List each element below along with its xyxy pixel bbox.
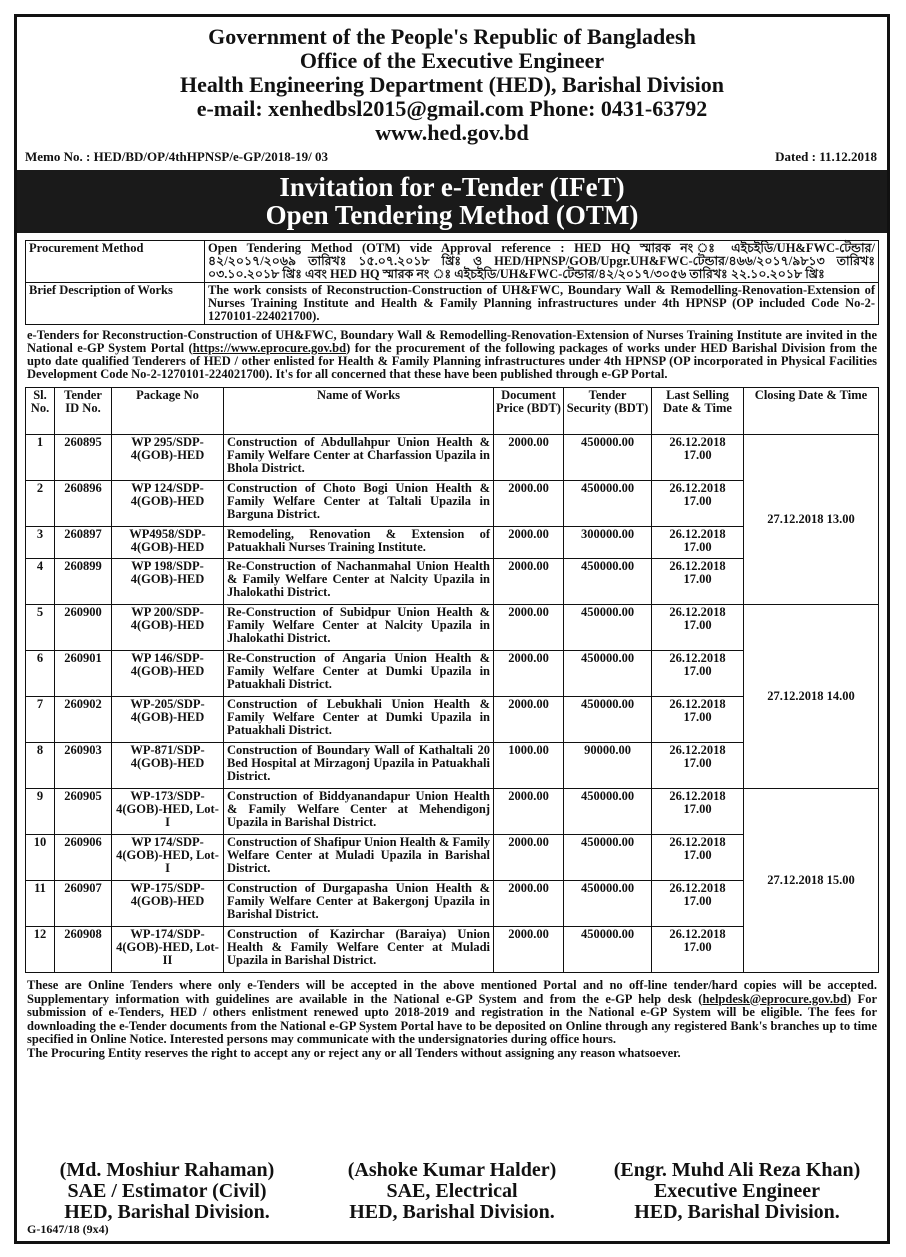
cell-id: 260897 — [55, 527, 112, 559]
website-line: www.hed.gov.bd — [375, 120, 529, 145]
reservation-clause: The Procuring Entity reserves the right to accept any or reject any or all Tenders without assigning any reason whatsoever. — [27, 1045, 681, 1060]
cell-sl: 9 — [26, 789, 55, 835]
signatory-name: (Md. Moshiur Rahaman) — [59, 1159, 275, 1181]
table-row — [26, 435, 879, 481]
cell-name: Re-Construction of Nachanmahal Union Health & Family Welfare Center at Nalcity Upazila in Jhalokathi District. — [224, 559, 494, 605]
cell-last: 26.12.2018 17.00 — [652, 881, 744, 927]
terms-text-1: These are Online Tenders where only e-Tenders will be accepted in the above mentioned Portal and no off-line tender/hard copies will be accepted. Supplementary information with guidelines are available in the National e-GP System and from the e-GP help desk ( — [27, 978, 877, 1006]
ad-code: G-1647/18 (9x4) — [27, 1222, 109, 1236]
cell-package: WP4958/SDP-4(GOB)-HED — [112, 527, 224, 559]
cell-sl: 8 — [26, 743, 55, 789]
cell-security: 450000.00 — [564, 435, 652, 481]
cell-last: 26.12.2018 17.00 — [652, 527, 744, 559]
signatory-title: SAE, Electrical — [386, 1180, 518, 1202]
cell-security: 450000.00 — [564, 697, 652, 743]
cell-security: 450000.00 — [564, 481, 652, 527]
cell-id: 260903 — [55, 743, 112, 789]
description-value: The work consists of Reconstruction-Construction of UH&FWC, Boundary Wall & Remodelling-Renovation-Extension of Nurses Training Institute and Health & Family Planning infrastructures under 4th HPNSP (OP included Code No-2-1270101-224021700). — [205, 283, 879, 325]
cell-last: 26.12.2018 17.00 — [652, 435, 744, 481]
signatory-office: HED, Barishal Division. — [634, 1201, 840, 1223]
cell-package: WP-205/SDP-4(GOB)-HED — [112, 697, 224, 743]
cell-package: WP 146/SDP-4(GOB)-HED — [112, 651, 224, 697]
signatory-1 — [27, 1160, 307, 1223]
cell-closing-group-2: 27.12.2018 14.00 — [744, 605, 879, 789]
eprocure-link[interactable]: https://www.eprocure.gov.bd — [192, 341, 347, 355]
signatory-office: HED, Barishal Division. — [64, 1201, 270, 1223]
cell-security: 450000.00 — [564, 605, 652, 651]
intro-paragraph — [27, 329, 877, 381]
banner-title: Invitation for e-Tender (IFeT) — [279, 172, 625, 202]
cell-price: 2000.00 — [494, 697, 564, 743]
col-closing: Closing Date & Time — [744, 388, 879, 435]
cell-price: 2000.00 — [494, 435, 564, 481]
cell-package: WP-173/SDP-4(GOB)-HED, Lot-I — [112, 789, 224, 835]
cell-price: 2000.00 — [494, 481, 564, 527]
helpdesk-email-link[interactable]: helpdesk@eprocure.gov.bd — [702, 991, 847, 1006]
signatory-title: SAE / Estimator (Civil) — [67, 1180, 267, 1202]
cell-id: 260902 — [55, 697, 112, 743]
cell-security: 450000.00 — [564, 835, 652, 881]
cell-security: 450000.00 — [564, 559, 652, 605]
cell-price: 1000.00 — [494, 743, 564, 789]
intro-text-1: e-Tenders for Reconstruction-Construction of UH&FWC, Boundary Wall & Remodelling-Renovation-Extension of Nurses Training Institute are invited in the National e-GP System Portal ( — [27, 328, 877, 355]
col-sl: Sl. No. — [26, 388, 55, 435]
signature-block — [17, 1160, 887, 1223]
cell-name: Construction of Lebukhali Union Health & Family Welfare Center at Dumki Upazila in Patuakhali District. — [224, 697, 494, 743]
cell-sl: 7 — [26, 697, 55, 743]
cell-sl: 10 — [26, 835, 55, 881]
cell-sl: 11 — [26, 881, 55, 927]
cell-closing-group-3: 27.12.2018 15.00 — [744, 789, 879, 973]
cell-id: 260907 — [55, 881, 112, 927]
table-row — [26, 789, 879, 835]
terms-text-2: ) For submission of e-Tenders, HED / others enlistment renewed upto 2018-2019 and registration in the National e-GP System will be eligible. The fees for downloading the e-Tender documents from the National e-GP System Portal have to be deposited on Online through any registered Bank's branches up to time specified in Online Notice. Interested persons may communicate with the undersignatories during office hours. — [27, 991, 877, 1046]
signatory-name: (Engr. Muhd Ali Reza Khan) — [613, 1159, 861, 1181]
signatory-office: HED, Barishal Division. — [349, 1201, 555, 1223]
cell-name: Construction of Shafipur Union Health & Family Welfare Center at Muladi Upazila in Barishal District. — [224, 835, 494, 881]
col-name: Name of Works — [224, 388, 494, 435]
cell-sl: 5 — [26, 605, 55, 651]
cell-price: 2000.00 — [494, 881, 564, 927]
cell-id: 260908 — [55, 927, 112, 973]
cell-last: 26.12.2018 17.00 — [652, 651, 744, 697]
tender-notice — [14, 14, 890, 1244]
cell-price: 2000.00 — [494, 559, 564, 605]
cell-price: 2000.00 — [494, 789, 564, 835]
cell-closing-group-1: 27.12.2018 13.00 — [744, 435, 879, 605]
cell-package: WP 295/SDP-4(GOB)-HED — [112, 435, 224, 481]
signatory-3 — [597, 1160, 877, 1223]
cell-package: WP 200/SDP-4(GOB)-HED — [112, 605, 224, 651]
cell-security: 450000.00 — [564, 789, 652, 835]
cell-last: 26.12.2018 17.00 — [652, 605, 744, 651]
cell-id: 260906 — [55, 835, 112, 881]
signatory-2 — [312, 1160, 592, 1223]
cell-security: 450000.00 — [564, 927, 652, 973]
cell-sl: 6 — [26, 651, 55, 697]
cell-id: 260901 — [55, 651, 112, 697]
intro-text-2: ) for the procurement of the following packages of works under HED Barishal Division from the upto date qualified Tenderers of HED / other enlisted for Health & Family Planning infrastructures under 4th HPNSP (OP incorporated in Physical Facilities Development Code No-2-1270101-224021700). It's for all concerned that these have been published through e-GP Portal. — [27, 341, 877, 381]
cell-package: WP-175/SDP-4(GOB)-HED — [112, 881, 224, 927]
cell-security: 90000.00 — [564, 743, 652, 789]
cell-package: WP 124/SDP-4(GOB)-HED — [112, 481, 224, 527]
col-doc-price: Document Price (BDT) — [494, 388, 564, 435]
terms-paragraph — [27, 979, 877, 1060]
cell-sl: 1 — [26, 435, 55, 481]
cell-name: Construction of Choto Bogi Union Health & Family Welfare Center at Taltali Upazila in Barguna District. — [224, 481, 494, 527]
cell-id: 260905 — [55, 789, 112, 835]
cell-name: Remodeling, Renovation & Extension of Patuakhali Nurses Training Institute. — [224, 527, 494, 559]
department-line: Health Engineering Department (HED), Barishal Division — [180, 72, 724, 97]
cell-price: 2000.00 — [494, 835, 564, 881]
letterhead — [17, 25, 887, 145]
cell-sl: 4 — [26, 559, 55, 605]
memo-number: Memo No. : HED/BD/OP/4thHPNSP/e-GP/2018-19/ 03 — [25, 149, 328, 164]
works-table — [25, 387, 879, 973]
cell-last: 26.12.2018 17.00 — [652, 743, 744, 789]
table-row — [26, 605, 879, 651]
memo-date: Dated : 11.12.2018 — [775, 149, 877, 164]
col-tender-id: Tender ID No. — [55, 388, 112, 435]
cell-name: Construction of Biddyanandapur Union Health & Family Welfare Center at Mehendigonj Upazila in Barishal District. — [224, 789, 494, 835]
memo-row — [17, 149, 887, 165]
cell-security: 300000.00 — [564, 527, 652, 559]
office-line: Office of the Executive Engineer — [299, 48, 605, 73]
cell-last: 26.12.2018 17.00 — [652, 559, 744, 605]
cell-name: Construction of Kazirchar (Baraiya) Union Health & Family Welfare Center at Muladi Upazila in Barishal District. — [224, 927, 494, 973]
cell-name: Construction of Boundary Wall of Kathaltali 20 Bed Hospital at Mirzagonj Upazila in Patuakhali District. — [224, 743, 494, 789]
procurement-method-value: Open Tendering Method (OTM) vide Approval reference : HED HQ স্মারক নং ঃ এইচইডি/UH&FWC-টেন্ডার/৪২/২০১৭/২০৬৯ তারিখঃ ১৫.০৭.২০১৮ খ্রিঃ ও HED/HPNSP/GOB/Upgr.UH&FWC-টেন্ডার/৪৬৬/২০১৭/৯৮১৩ তারিখঃ ০৩.১০.২০১৮ খ্রিঃ এবং HED HQ স্মারক নং ঃ এইচইডি/UH&FWC-টেন্ডার/৪২/২০১৭/৩০৫৬ তারিখঃ ২২.১০.২০১৮ খ্রিঃ — [205, 241, 879, 283]
cell-sl: 12 — [26, 927, 55, 973]
cell-id: 260895 — [55, 435, 112, 481]
govt-line: Government of the People's Republic of Bangladesh — [208, 24, 696, 49]
cell-price: 2000.00 — [494, 927, 564, 973]
cell-name: Construction of Durgapasha Union Health & Family Welfare Center at Bakergonj Upazila in Barishal District. — [224, 881, 494, 927]
procurement-table — [25, 240, 879, 325]
procurement-method-label: Procurement Method — [26, 241, 205, 283]
col-package: Package No — [112, 388, 224, 435]
cell-package: WP-174/SDP-4(GOB)-HED, Lot-II — [112, 927, 224, 973]
cell-package: WP 198/SDP-4(GOB)-HED — [112, 559, 224, 605]
cell-price: 2000.00 — [494, 651, 564, 697]
col-last-selling: Last Selling Date & Time — [652, 388, 744, 435]
description-label: Brief Description of Works — [26, 283, 205, 325]
title-banner — [17, 170, 887, 233]
contact-line: e-mail: xenhedbsl2015@gmail.com Phone: 0431-63792 — [196, 96, 708, 121]
banner-subtitle: Open Tendering Method (OTM) — [265, 200, 639, 230]
col-security: Tender Security (BDT) — [564, 388, 652, 435]
cell-price: 2000.00 — [494, 605, 564, 651]
cell-name: Re-Construction of Subidpur Union Health & Family Welfare Center at Nalcity Upazila in Jhalokathi District. — [224, 605, 494, 651]
cell-id: 260896 — [55, 481, 112, 527]
cell-price: 2000.00 — [494, 527, 564, 559]
cell-last: 26.12.2018 17.00 — [652, 789, 744, 835]
cell-last: 26.12.2018 17.00 — [652, 835, 744, 881]
cell-id: 260900 — [55, 605, 112, 651]
cell-name: Construction of Abdullahpur Union Health & Family Welfare Center at Charfassion Upazila in Bhola District. — [224, 435, 494, 481]
cell-id: 260899 — [55, 559, 112, 605]
signatory-title: Executive Engineer — [653, 1180, 821, 1202]
cell-last: 26.12.2018 17.00 — [652, 697, 744, 743]
cell-last: 26.12.2018 17.00 — [652, 481, 744, 527]
cell-security: 450000.00 — [564, 651, 652, 697]
signatory-name: (Ashoke Kumar Halder) — [347, 1159, 557, 1181]
cell-package: WP 174/SDP-4(GOB)-HED, Lot-I — [112, 835, 224, 881]
cell-last: 26.12.2018 17.00 — [652, 927, 744, 973]
cell-name: Re-Construction of Angaria Union Health & Family Welfare Center at Dumki Upazila in Patuakhali District. — [224, 651, 494, 697]
cell-sl: 3 — [26, 527, 55, 559]
cell-security: 450000.00 — [564, 881, 652, 927]
cell-package: WP-871/SDP-4(GOB)-HED — [112, 743, 224, 789]
cell-sl: 2 — [26, 481, 55, 527]
